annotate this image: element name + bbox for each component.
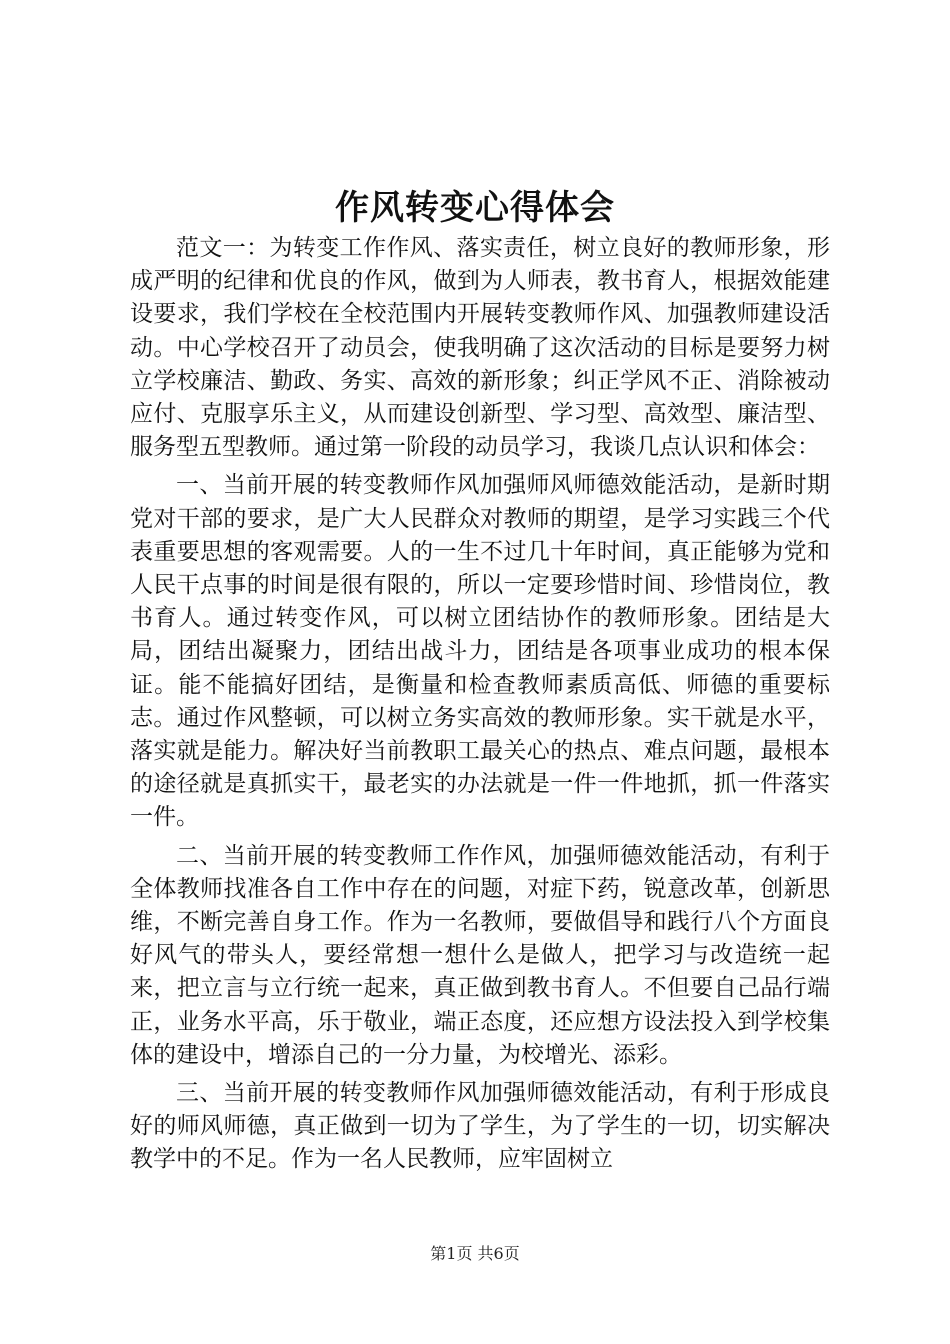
document-body xyxy=(130,232,830,1182)
paragraph-point-three: 三、当前开展的转变教师作风加强师德效能活动，有利于形成良好的师风师德，真正做到一切为了学生，为了学生的一切，切实解决教学中的不足。作为一名人民教师，应牢固树立 xyxy=(130,1080,830,1173)
paragraph-point-one: 一、当前开展的转变教师作风加强师风师德效能活动，是新时期党对干部的要求，是广大人民群众对教师的期望，是学习实践三个代表重要思想的客观需要。人的一生不过几十年时间，真正能够为党和人民干点事的时间是很有限的，所以一定要珍惜时间、珍惜岗位，教书育人。通过转变作风，可以树立团结协作的教师形象。团结是大局，团结出凝聚力，团结出战斗力，团结是各项事业成功的根本保证。能不能搞好团结，是衡量和检查教师素质高低、师德的重要标志。通过作风整顿，可以树立务实高效的教师形象。实干就是水平，落实就是能力。解决好当前教职工最关心的热点、难点问题，最根本的途径就是真抓实干，最老实的办法就是一件一件地抓，抓一件落实一件。 xyxy=(130,472,830,831)
document-title: 作风转变心得体会 xyxy=(335,188,615,228)
paragraph-intro: 范文一：为转变工作作风、落实责任，树立良好的教师形象，形成严明的纪律和优良的作风，做到为人师表，教书育人，根据效能建设要求，我们学校在全校范围内开展转变教师作风、加强教师建设活动。中心学校召开了动员会，使我明确了这次活动的目标是要努力树立学校廉洁、勤政、务实、高效的新形象；纠正学风不正、消除被动应付、克服享乐主义，从而建设创新型、学习型、高效型、廉洁型、服务型五型教师。通过第一阶段的动员学习，我谈几点认识和体会： xyxy=(130,235,830,461)
page-number-footer: 第1页 共6页 xyxy=(430,1244,520,1263)
paragraph-point-two: 二、当前开展的转变教师工作作风，加强师德效能活动，有利于全体教师找准各自工作中存在的问题，对症下药，锐意改革，创新思维，不断完善自身工作。作为一名教师，要做倡导和践行八个方面良好风气的带头人，要经常想一想什么是做人，把学习与改造统一起来，把立言与立行统一起来，真正做到教书育人。不但要自己品行端正，业务水平高，乐于敬业，端正态度，还应想方设法投入到学校集体的建设中，增添自己的一分力量，为校增光、添彩。 xyxy=(130,842,830,1068)
